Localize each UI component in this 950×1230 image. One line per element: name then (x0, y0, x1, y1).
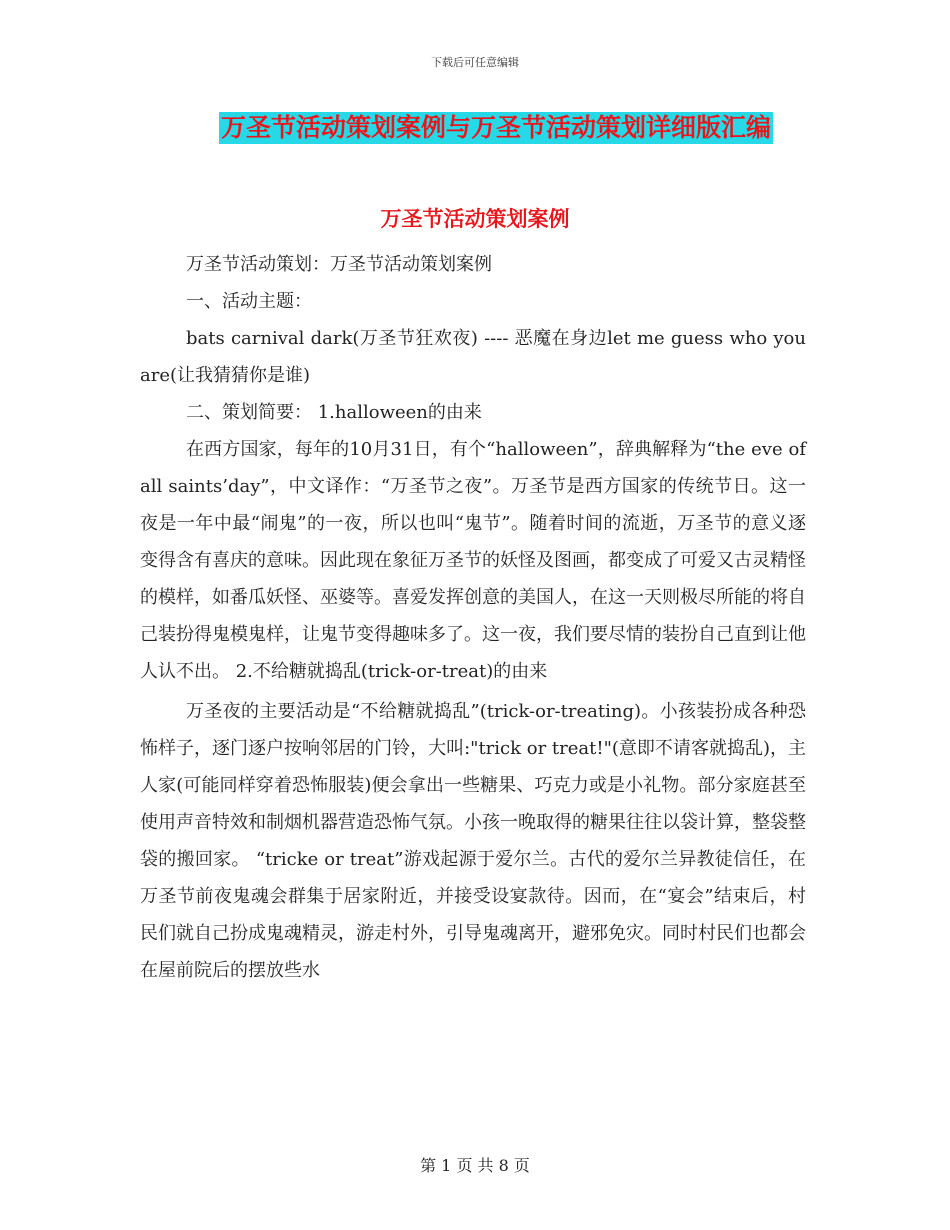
paragraph: bats carnival dark(万圣节狂欢夜) ---- 恶魔在身边let me guess who you are(让我猜猜你是谁) (140, 328, 806, 386)
paragraph: 万圣节活动策划：万圣节活动策划案例 (186, 254, 492, 275)
paragraph: 二、策划简要： 1.halloween的由来 (186, 402, 482, 423)
doc-title-wrapper (0, 112, 950, 144)
header-note: 下载后可任意编辑 (431, 56, 519, 69)
paragraph: 万圣夜的主要活动是“不给糖就捣乱”(trick-or-treating)。小孩装扮成各种恐怖样子，逐门逐户按响邻居的门铃，大叫:"trick or treat!"(意即不请客就捣乱)，主人家(可能同样穿着恐怖服装)便会拿出一些糖果、巧克力或是小礼物。部分家庭甚至使用声音特效和制烟机器营造恐怖气氛。小孩一晚取得的糖果往往以袋计算，整袋整袋的搬回家。 “tricke or treat”游戏起源于爱尔兰。古代的爱尔兰异教徒信任，在万圣节前夜鬼魂会群集于居家附近，并接受设宴款待。因而，在“宴会”结束后，村民们就自己扮成鬼魂精灵，游走村外，引导鬼魂离开，避邪免灾。同时村民们也都会在屋前院后的摆放些水 (140, 701, 806, 981)
body-text (140, 246, 806, 989)
page-footer: 第 1 页 共 8 页 (420, 1156, 530, 1175)
section-title: 万圣节活动策划案例 (380, 207, 570, 231)
document-title: 万圣节活动策划案例与万圣节活动策划详细版汇编 (220, 113, 771, 142)
paragraph: 一、活动主题： (186, 291, 312, 312)
paragraph: 在西方国家，每年的10月31日，有个“halloween”，辞典解释为“the eve of all saints’day”，中文译作：“万圣节之夜”。万圣节是西方国家的传统节日。这一夜是一年中最“闹鬼”的一夜，所以也叫“鬼节”。随着时间的流逝，万圣节的意义逐变得含有喜庆的意味。因此现在象征万圣节的妖怪及图画，都变成了可爱又古灵精怪的模样，如番瓜妖怪、巫婆等。喜爱发挥创意的美国人，在这一天则极尽所能的将自己装扮得鬼模鬼样，让鬼节变得趣味多了。这一夜，我们要尽情的装扮自己直到让他人认不出。 2.不给糖就捣乱(trick-or-treat)的由来 (140, 439, 806, 682)
